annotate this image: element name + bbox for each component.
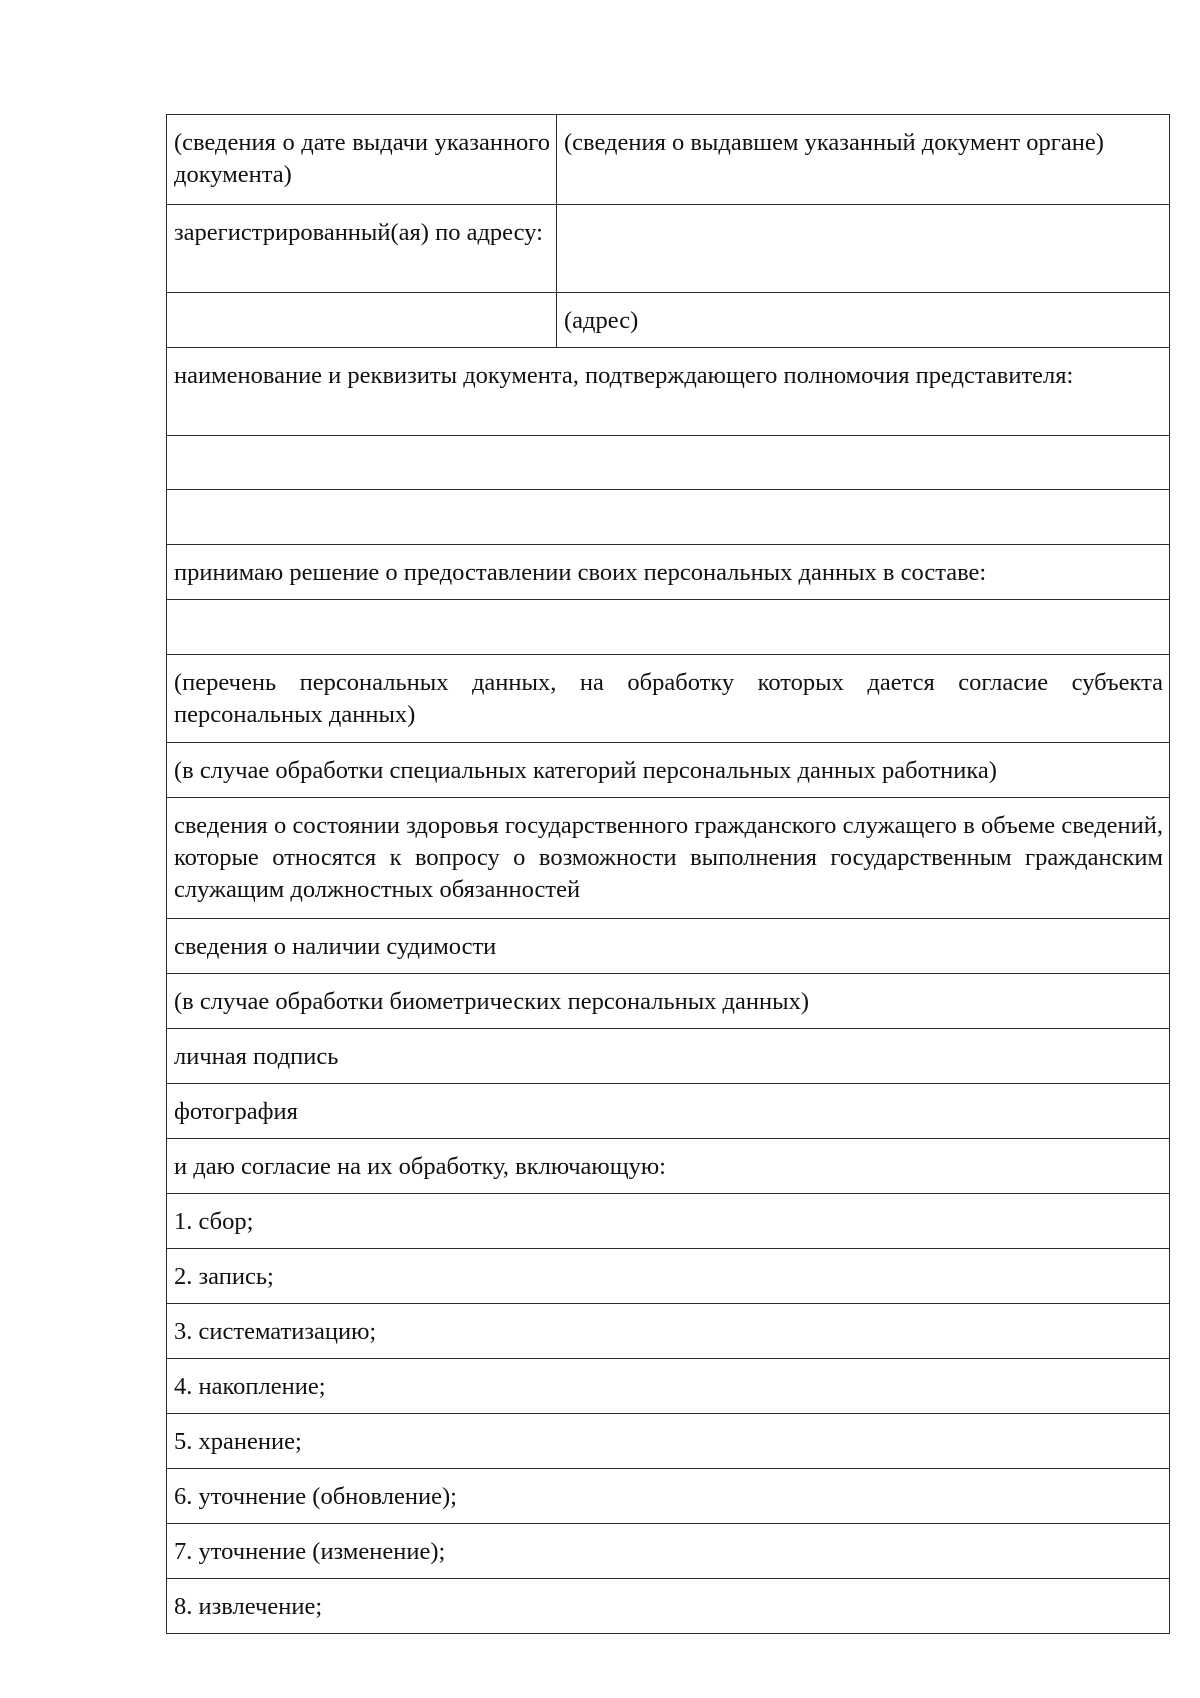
biometric-caption: (в случае обработки биометрических персональных данных) <box>167 974 1170 1029</box>
processing-step-store: 5. хранение; <box>167 1414 1170 1469</box>
signature-row <box>167 1029 1170 1084</box>
photo-row <box>167 1084 1170 1139</box>
registered-label: зарегистрированный(ая) по адресу: <box>167 205 557 293</box>
consent-intro-text: и даю согласие на их обработку, включающую: <box>167 1139 1170 1194</box>
special-categories-caption: (в случае обработки специальных категорий персональных данных работника) <box>167 743 1170 798</box>
issue-info-row <box>167 115 1170 205</box>
issue-date-caption: (сведения о дате выдачи указанного документа) <box>167 115 557 205</box>
decision-row <box>167 545 1170 600</box>
processing-step-row <box>167 1414 1170 1469</box>
criminal-record-text: сведения о наличии судимости <box>167 919 1170 974</box>
processing-step-row <box>167 1469 1170 1524</box>
health-info-row <box>167 798 1170 919</box>
representative-doc-field-1-row <box>167 436 1170 490</box>
decision-text: принимаю решение о предоставлении своих персональных данных в составе: <box>167 545 1170 600</box>
representative-doc-field-1[interactable] <box>167 436 1170 490</box>
processing-step-row <box>167 1194 1170 1249</box>
address-caption-row <box>167 293 1170 348</box>
photo-item: фотография <box>167 1084 1170 1139</box>
registration-row <box>167 205 1170 293</box>
processing-step-row <box>167 1359 1170 1414</box>
data-list-field-row <box>167 600 1170 655</box>
processing-step-record: 2. запись; <box>167 1249 1170 1304</box>
processing-step-modify: 7. уточнение (изменение); <box>167 1524 1170 1579</box>
representative-doc-label: наименование и реквизиты документа, подтверждающего полномочия представителя: <box>167 348 1170 436</box>
address-caption: (адрес) <box>557 293 1170 348</box>
processing-step-update: 6. уточнение (обновление); <box>167 1469 1170 1524</box>
address-field[interactable] <box>557 205 1170 293</box>
consent-form-table <box>166 114 1170 1634</box>
processing-step-systematize: 3. систематизацию; <box>167 1304 1170 1359</box>
representative-doc-field-2-row <box>167 490 1170 545</box>
processing-step-collect: 1. сбор; <box>167 1194 1170 1249</box>
address-blank-cell <box>167 293 557 348</box>
processing-step-row <box>167 1249 1170 1304</box>
data-list-field[interactable] <box>167 600 1170 655</box>
processing-step-row <box>167 1579 1170 1634</box>
issuer-caption: (сведения о выдавшем указанный документ органе) <box>557 115 1170 205</box>
processing-step-row <box>167 1304 1170 1359</box>
processing-step-extract: 8. извлечение; <box>167 1579 1170 1634</box>
representative-doc-field-2[interactable] <box>167 490 1170 545</box>
special-categories-row <box>167 743 1170 798</box>
consent-intro-row <box>167 1139 1170 1194</box>
criminal-record-row <box>167 919 1170 974</box>
processing-step-accumulate: 4. накопление; <box>167 1359 1170 1414</box>
representative-doc-row <box>167 348 1170 436</box>
signature-item: личная подпись <box>167 1029 1170 1084</box>
biometric-row <box>167 974 1170 1029</box>
data-list-caption-row <box>167 655 1170 743</box>
data-list-caption: (перечень персональных данных, на обработку которых дается согласие субъекта персональных данных) <box>167 655 1170 743</box>
processing-step-row <box>167 1524 1170 1579</box>
health-info-text: сведения о состоянии здоровья государственного гражданского служащего в объеме сведений, которые относятся к вопросу о возможности выполнения государственным гражданским служащим должностных обязанностей <box>167 798 1170 919</box>
